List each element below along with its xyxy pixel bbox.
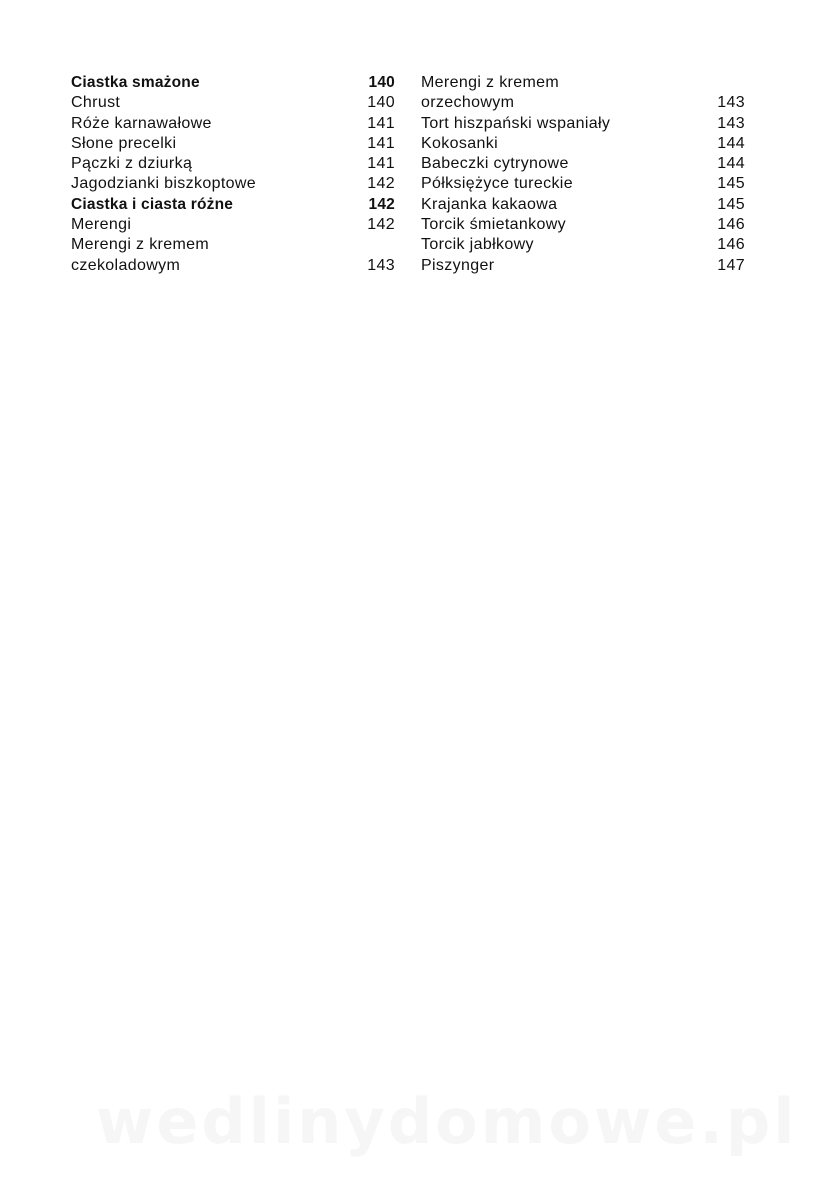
toc-entry-page: 141: [367, 134, 395, 152]
toc-entry-title: orzechowym: [421, 94, 515, 112]
toc-entry: [71, 256, 395, 276]
toc-entry-title: Krajanka kakaowa: [421, 195, 558, 213]
toc-entry: [71, 134, 395, 154]
toc-entry-page: 144: [717, 134, 745, 152]
toc-entry-page: 144: [717, 155, 745, 173]
toc-entry-title: Chrust: [71, 94, 121, 112]
toc-entry-page: 147: [717, 256, 745, 274]
toc-entry-page: 141: [367, 155, 395, 173]
toc-entry-page: 145: [717, 195, 745, 213]
toc-entry-title: Piszynger: [421, 256, 495, 274]
toc-entry: [71, 174, 395, 194]
toc-entry-page: 143: [717, 94, 745, 112]
toc-entry-title: czekoladowym: [71, 256, 181, 274]
toc-entry-title: Ciastka i ciasta różne: [71, 195, 234, 213]
toc-entry-page: 146: [717, 216, 745, 234]
toc-entry-title: Pączki z dziurką: [71, 155, 193, 173]
toc-entry-page: 140: [367, 94, 395, 112]
toc-entry-title: Tort hiszpański wspaniały: [421, 114, 611, 132]
toc-entry: [421, 195, 745, 215]
toc-section-heading: [71, 195, 395, 215]
toc-entry-page: 141: [367, 114, 395, 132]
toc-entry: [421, 73, 745, 93]
toc-entry: [421, 235, 745, 255]
toc-entry: [421, 114, 745, 134]
toc-entry: [421, 256, 745, 276]
toc-entry: [71, 114, 395, 134]
toc-entry: [71, 235, 395, 255]
toc-entry-title: Merengi z kremem: [71, 236, 210, 254]
toc-entry: [421, 134, 745, 154]
toc-entry-page: 142: [367, 216, 395, 234]
toc-entry-page: 142: [367, 175, 395, 193]
toc-entry-page: 140: [368, 74, 395, 91]
toc-entry-page: 142: [368, 195, 395, 213]
toc-entry: [421, 215, 745, 235]
toc-column-right: [421, 73, 745, 276]
toc-entry-title: Merengi z kremem: [421, 74, 560, 91]
toc-entry-page: 146: [717, 236, 745, 254]
toc-entry-page: 145: [717, 175, 745, 193]
toc-entry-page: 143: [717, 114, 745, 132]
toc-entry: [71, 93, 395, 113]
toc-entry-title: Jagodzianki biszkoptowe: [71, 175, 257, 193]
toc-entry-page: 143: [367, 256, 395, 274]
toc-entry-title: Torcik jabłkowy: [421, 236, 534, 254]
toc-entry-title: Kokosanki: [421, 134, 498, 152]
toc-entry: [71, 154, 395, 174]
toc-entry: [421, 93, 745, 113]
toc-entry: [421, 154, 745, 174]
toc-entry-title: Babeczki cytrynowe: [421, 155, 569, 173]
toc-entry: [71, 215, 395, 235]
toc-entry-title: Róże karnawałowe: [71, 114, 212, 132]
toc-entry-title: Ciastka smażone: [71, 74, 200, 91]
toc-entry-title: Półksiężyce tureckie: [421, 175, 573, 193]
toc-entry-title: Słone precelki: [71, 134, 177, 152]
toc-entry-title: Torcik śmietankowy: [421, 216, 567, 234]
watermark: wedlinydomowe.pl: [96, 1085, 798, 1158]
toc-section-heading: [71, 73, 395, 93]
toc-entry: [421, 174, 745, 194]
toc-column-left: [71, 73, 395, 276]
toc-entry-title: Merengi: [71, 216, 132, 234]
